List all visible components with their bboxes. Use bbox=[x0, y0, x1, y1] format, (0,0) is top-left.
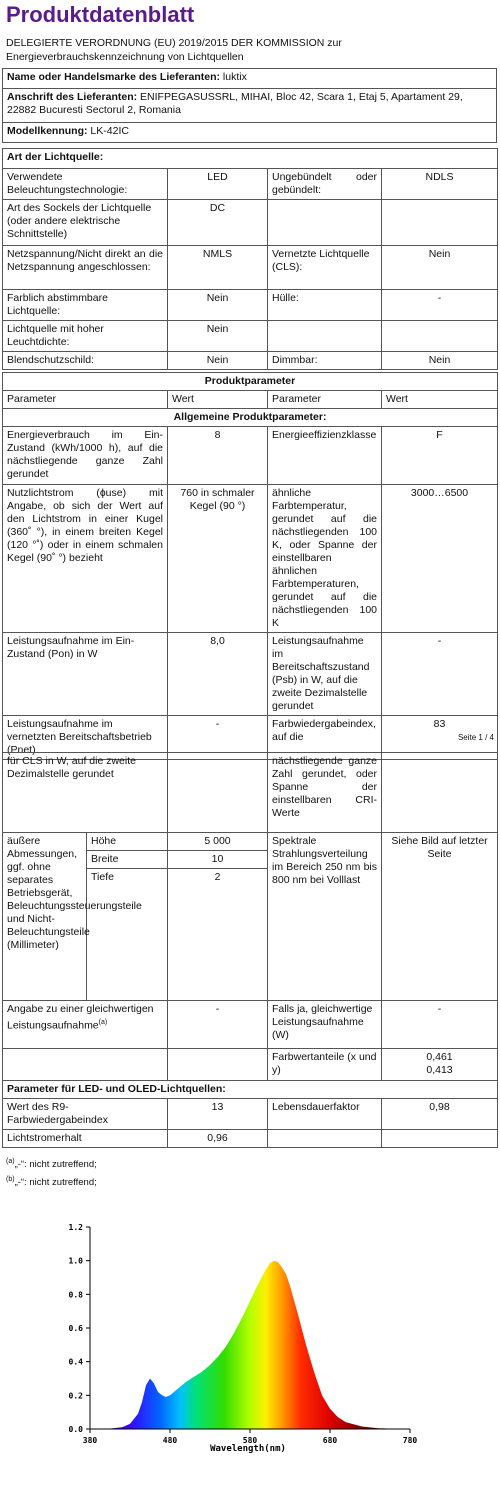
footnote-text: „-“: nicht zutreffend; bbox=[14, 1159, 97, 1171]
param-cell: Farblich abstimmbare Lichtquelle: bbox=[3, 290, 168, 321]
empty-cell bbox=[382, 1130, 498, 1148]
value-cell: - bbox=[382, 290, 498, 321]
r9-label: Wert des R9-Farbwiedergabeindex bbox=[3, 1099, 168, 1130]
value-cell: 83 bbox=[382, 716, 498, 760]
subtitle: DELEGIERTE VERORDNUNG (EU) 2019/2015 DER KOMMISSION zur Energieverbrauchskennzeichnung von Lichtquellen bbox=[6, 37, 342, 63]
param-cell: ähnliche Farbtemperatur, gerundet auf die nächstliegenden 100 K, oder Spanne der einstellbaren ähnlichen Farbtemperaturen, gerundet auf die nächstliegenden 100 K bbox=[268, 485, 382, 633]
value-cell: Nein bbox=[168, 352, 268, 370]
chromaticity-value bbox=[382, 1049, 498, 1081]
x-axis-label: Wavelength(nm) bbox=[210, 1444, 286, 1454]
continuation-table bbox=[2, 752, 498, 1148]
footnote-mark: (a) bbox=[6, 1158, 15, 1165]
param-cell bbox=[268, 200, 382, 246]
general-params-header: Allgemeine Produktparameter: bbox=[3, 409, 498, 427]
y-tick-label: 0.2 bbox=[68, 1391, 83, 1401]
spectral-label: Spektrale Strahlungsverteilung im Bereich 250 nm bis 800 nm bei Volllast bbox=[268, 833, 382, 1001]
lifetime-label: Lebensdauerfaktor bbox=[268, 1099, 382, 1130]
lifetime-value: 0,98 bbox=[382, 1099, 498, 1130]
dim-height-value: 5 000 bbox=[168, 833, 268, 851]
dim-depth-name: Tiefe bbox=[87, 869, 168, 1001]
footnote-text: „-“: nicht zutreffend; bbox=[14, 1177, 97, 1189]
spectrum-chart bbox=[40, 1215, 430, 1455]
y-tick-label: 1.0 bbox=[68, 1256, 83, 1266]
param-cell: Energieverbrauch im Ein-Zustand (kWh/1000 h), auf die nächstliegende ganze Zahl gerundet bbox=[3, 427, 168, 485]
r9-value: 13 bbox=[168, 1099, 268, 1130]
value-cell: Nein bbox=[382, 352, 498, 370]
x-tick-label: 380 bbox=[82, 1436, 98, 1445]
equivalent-power-text: Angabe zu einer gleichwertigen Leistungsaufnahme bbox=[7, 1003, 154, 1032]
model-label: Modellkennung: bbox=[7, 125, 88, 137]
value-cell: NMLS bbox=[168, 246, 268, 290]
chart-plot-area bbox=[69, 1223, 418, 1445]
led-params-header: Parameter für LED- und OLED-Lichtquellen: bbox=[3, 1081, 498, 1099]
y-tick-label: 1.2 bbox=[68, 1223, 83, 1232]
dim-depth-value: 2 bbox=[168, 869, 268, 1001]
value-cell bbox=[382, 753, 498, 833]
param-cell: Hülle: bbox=[268, 290, 382, 321]
supplier-address-cell bbox=[3, 89, 497, 123]
param-cell: Lichtquelle mit hoher Leuchtdichte: bbox=[3, 321, 168, 352]
param-cell: Leistungsaufnahme im Ein-Zustand (Pon) in W bbox=[3, 633, 168, 716]
supplier-name-cell bbox=[3, 69, 497, 89]
value-cell: 760 in schmaler Kegel (90 °) bbox=[168, 485, 268, 633]
page-number: Seite 1 / 4 bbox=[457, 733, 494, 742]
empty-cell bbox=[168, 1049, 268, 1081]
spectrum-area bbox=[90, 1261, 410, 1429]
value-cell: DC bbox=[168, 200, 268, 246]
param-cell: Verwendete Beleuchtungstechnologie: bbox=[3, 169, 168, 200]
param-cell: Leistungsaufnahme im Bereitschaftszustand (Psb) in W, auf die zweite Dezimalstelle gerundet bbox=[268, 633, 382, 716]
x-tick-label: 480 bbox=[162, 1436, 178, 1445]
param-cell: nächstliegende ganze Zahl gerundet, oder Spanne der einstellbaren CRI-Werte bbox=[268, 753, 382, 833]
value-cell bbox=[382, 200, 498, 246]
ifyes-value: - bbox=[382, 1001, 498, 1049]
value-cell: - bbox=[382, 633, 498, 716]
dimensions-label: äußere Abmessungen, ggf. ohne separates Betriebsgerät, Beleuchtungssteuerungsteile und Nicht-Beleuchtungsteile (Millimeter) bbox=[3, 833, 87, 1001]
dim-height-name: Höhe bbox=[87, 833, 168, 851]
col-value-header: Wert bbox=[382, 391, 498, 409]
chromaticity-x: 0,461 bbox=[426, 1051, 453, 1063]
spectral-value: Siehe Bild auf letzter Seite bbox=[382, 833, 498, 1001]
product-param-header: Produktparameter bbox=[3, 373, 498, 391]
footnote-b bbox=[6, 1176, 97, 1188]
param-cell: Leistungsaufnahme im vernetzten Bereitschaftsbetrieb (Pnet) bbox=[3, 716, 168, 760]
y-tick-label: 0.0 bbox=[68, 1425, 83, 1434]
param-cell: Vernetzte Lichtquelle (CLS): bbox=[268, 246, 382, 290]
equivalent-power-label bbox=[3, 1001, 168, 1049]
value-cell bbox=[382, 321, 498, 352]
col-value-header: Wert bbox=[168, 391, 268, 409]
supplier-name-label: Name oder Handelsmarke des Lieferanten: bbox=[7, 71, 220, 83]
value-cell: - bbox=[168, 716, 268, 760]
param-cell: Nutzlichtstrom (ɸuse) mit Angabe, ob sich der Wert auf den Lichtstrom in einer Kugel (360˚ °), in einem breiten Kegel (120 °˚) oder in einem schmalen Kegel (90˚ °) bezieht bbox=[3, 485, 168, 633]
value-cell: LED bbox=[168, 169, 268, 200]
empty-cell bbox=[3, 1049, 168, 1081]
flux-label: Lichtstromerhalt bbox=[3, 1130, 168, 1148]
light-source-header: Art der Lichtquelle: bbox=[3, 149, 498, 169]
param-cell: für CLS in W, auf die zweite Dezimalstelle gerundet bbox=[3, 753, 168, 833]
param-cell: Blendschutzschild: bbox=[3, 352, 168, 370]
ifyes-label: Falls ja, gleichwertige Leistungsaufnahme (W) bbox=[268, 1001, 382, 1049]
x-tick-label: 780 bbox=[402, 1436, 418, 1445]
param-cell: Dimmbar: bbox=[268, 352, 382, 370]
supplier-table bbox=[2, 68, 497, 143]
param-cell: Art des Sockels der Lichtquelle (oder andere elektrische Schnittstelle) bbox=[3, 200, 168, 246]
flux-value: 0,96 bbox=[168, 1130, 268, 1148]
product-param-table bbox=[2, 372, 498, 760]
param-cell: Netzspannung/Nicht direkt an die Netzspannung angeschlossen: bbox=[3, 246, 168, 290]
footnote-ref: (a) bbox=[98, 1019, 108, 1026]
x-tick-label: 580 bbox=[242, 1436, 258, 1445]
param-cell: Ungebündelt oder gebündelt: bbox=[268, 169, 382, 200]
y-tick-label: 0.8 bbox=[68, 1290, 83, 1300]
value-cell: 8 bbox=[168, 427, 268, 485]
footnote-a bbox=[6, 1158, 97, 1170]
value-cell: Nein bbox=[168, 290, 268, 321]
value-cell: F bbox=[382, 427, 498, 485]
param-cell: Farbwiedergabeindex, auf die bbox=[268, 716, 382, 760]
y-tick-label: 0.4 bbox=[68, 1357, 83, 1367]
page-title: Produktdatenblatt bbox=[6, 2, 195, 27]
supplier-address-label: Anschrift des Lieferanten: bbox=[7, 91, 138, 103]
model-cell bbox=[3, 123, 497, 143]
footnote-mark: (b) bbox=[6, 1176, 15, 1183]
y-tick-label: 0.6 bbox=[68, 1324, 83, 1333]
value-cell: Nein bbox=[382, 246, 498, 290]
value-cell: NDLS bbox=[382, 169, 498, 200]
dim-width-value: 10 bbox=[168, 851, 268, 869]
value-cell: Nein bbox=[168, 321, 268, 352]
value-cell: 3000…6500 bbox=[382, 485, 498, 633]
model-value: LK-42IC bbox=[90, 125, 129, 137]
supplier-address-value: ENIFPEGASUSSRL, MIHAI, Bloc 42, Scara 1, Etaj 5, Apartament 29, 22882 Bucuresti Sectorul 2, Romania bbox=[7, 91, 463, 116]
param-cell: Energieeffizienzklasse bbox=[268, 427, 382, 485]
chromaticity-y: 0,413 bbox=[426, 1064, 453, 1076]
x-tick-label: 680 bbox=[322, 1436, 338, 1445]
col-param-header: Parameter bbox=[268, 391, 382, 409]
value-cell bbox=[168, 753, 268, 833]
value-cell: 8,0 bbox=[168, 633, 268, 716]
equivalent-power-value: - bbox=[168, 1001, 268, 1049]
light-source-table bbox=[2, 148, 498, 370]
dim-width-name: Breite bbox=[87, 851, 168, 869]
chromaticity-label: Farbwertanteile (x und y) bbox=[268, 1049, 382, 1081]
supplier-name-value: luktix bbox=[222, 71, 247, 83]
empty-cell bbox=[268, 1130, 382, 1148]
param-cell bbox=[268, 321, 382, 352]
col-param-header: Parameter bbox=[3, 391, 168, 409]
